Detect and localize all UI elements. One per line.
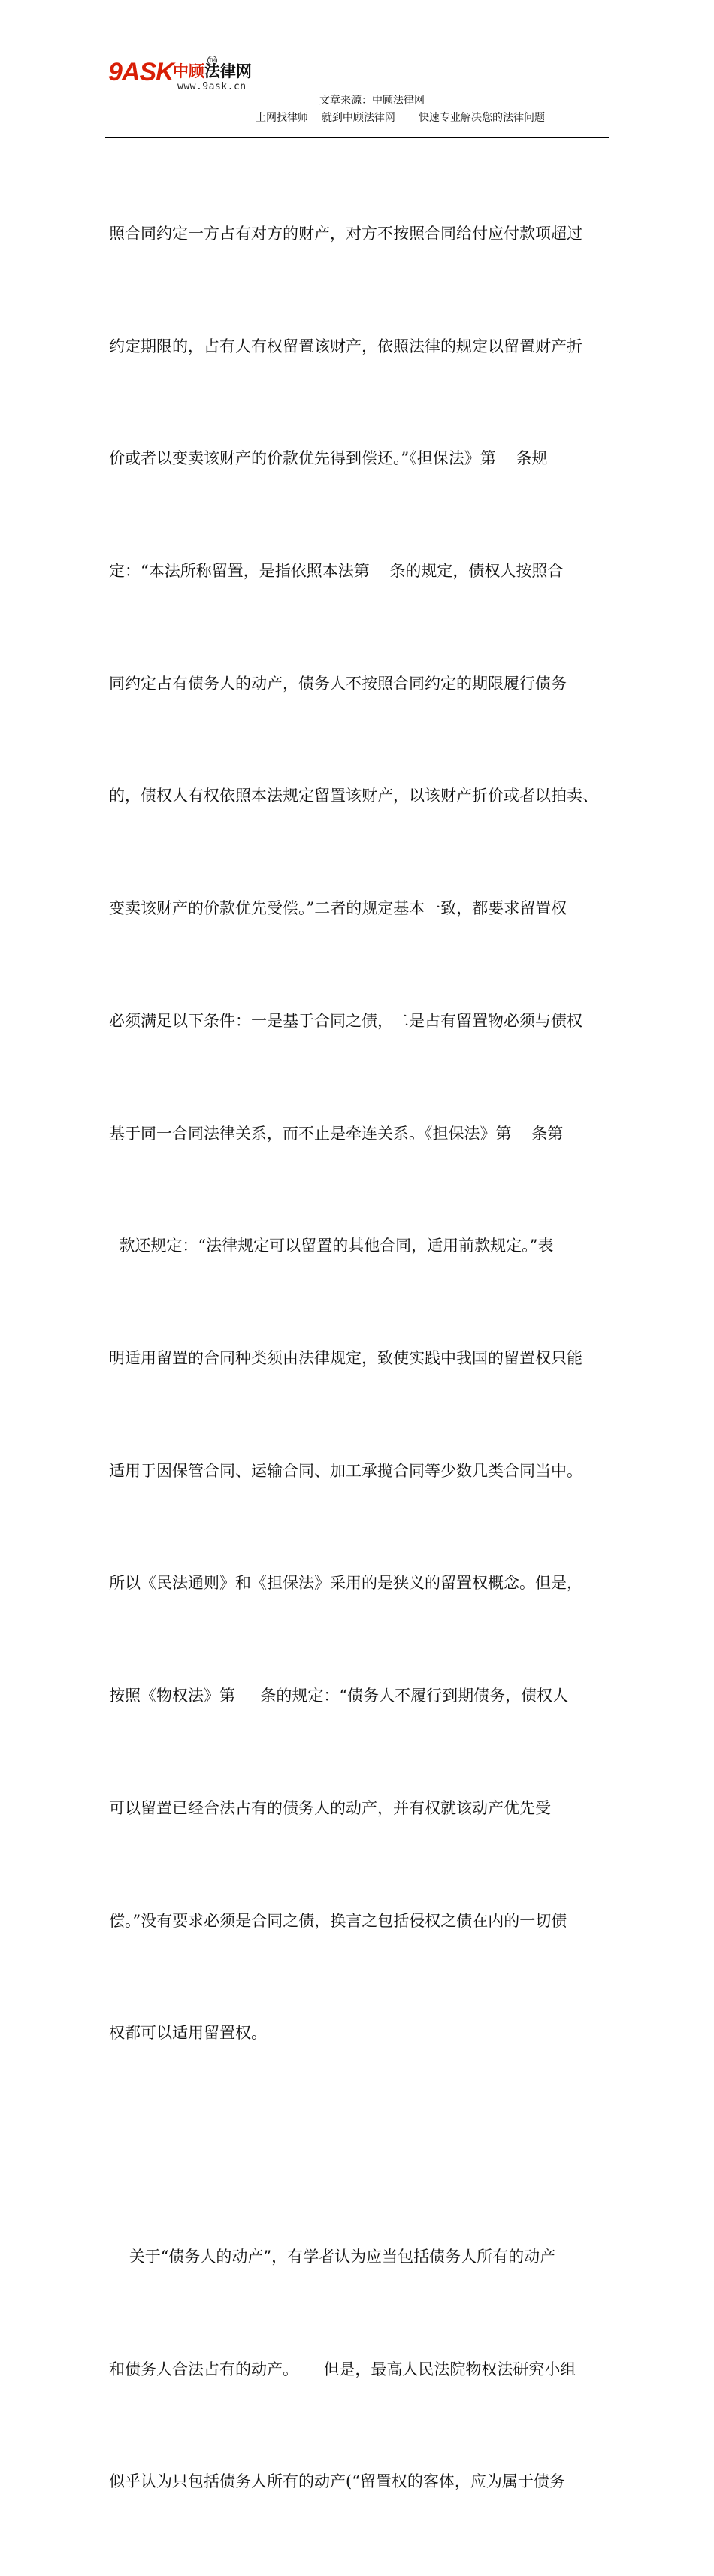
text-line: 似乎认为只包括债务人所有的动产(“留置权的客体，应为属于债务 [109, 2472, 565, 2491]
text-line: 必须满足以下条件：一是基于合同之债，二是占有留置物必须与债权 [109, 1011, 582, 1030]
text-line: 偿。”没有要求必须是合同之债，换言之包括侵权之债在内的一切债 [109, 1911, 567, 1930]
text-line: 明适用留置的合同种类须由法律规定，致使实践中我国的留置权只能 [109, 1349, 582, 1367]
text-line: 基于同一合同法律关系，而不止是牵连关系。《担保法》第 条第 [109, 1124, 564, 1143]
site-logo[interactable] [108, 56, 281, 96]
text-line: 的，债权人有权依照本法规定留置该财产，以该财产折价或者以拍卖、 [109, 787, 598, 805]
paragraph-gap [109, 2128, 609, 2164]
logo-name-black: 法律网 [204, 62, 252, 80]
logo-mark: 9ASK [108, 58, 174, 86]
text-line: 可以留置已经合法占有的债务人的动产，并有权就该动产优先受 [109, 1798, 551, 1817]
paragraph-2 [109, 2164, 609, 2576]
text-line: 约定期限的，占有人有权留置该财产，依照法律的规定以留置财产折 [109, 337, 582, 355]
paragraph-1 [109, 140, 609, 2128]
header-tagline: 上网找律师 就到中顾法律网 快速专业解决您的法律问题 [256, 112, 545, 124]
text-line: 款还规定：“法律规定可以留置的其他合同，适用前款规定。”表 [109, 1237, 554, 1255]
text-line: 按照《物权法》第 条的规定：“债务人不履行到期债务，债权人 [109, 1687, 569, 1705]
logo-url: www.9ask.cn [177, 81, 247, 92]
text-line: 权都可以适用留置权。 [109, 2024, 267, 2043]
text-line: 定：“本法所称留置，是指依照本法第 条的规定，债权人按照合 [109, 561, 564, 580]
text-line: 所以《民法通则》和《担保法》采用的是狭义的留置权概念。但是， [109, 1574, 582, 1593]
text-line: 照合同约定一方占有对方的财产，对方不按照合同给付应付款项超过 [109, 224, 582, 243]
header-divider [105, 137, 609, 138]
text-line: 和债务人合法占有的动产。 但是，最高人民法院物权法研究小组 [109, 2360, 576, 2378]
document-body [109, 140, 609, 2576]
text-line: 适用于因保管合同、运输合同、加工承揽合同等少数几类合同当中。 [109, 1461, 582, 1480]
article-source: 文章来源：中顾法律网 [319, 95, 425, 107]
text-line: 价或者以变卖该财产的价款优先得到偿还。”《担保法》第 条规 [109, 449, 548, 468]
logo-name-red: 中顾 [173, 62, 204, 80]
text-line: 变卖该财产的价款优先受偿。”二者的规定基本一致，都要求留置权 [109, 899, 567, 918]
text-line: 同约定占有债务人的动产，债务人不按照合同约定的期限履行债务 [109, 674, 567, 693]
text-line: 关于“债务人的动产”，有学者认为应当包括债务人所有的动产 [109, 2247, 556, 2266]
trademark-icon: TM [207, 56, 217, 65]
